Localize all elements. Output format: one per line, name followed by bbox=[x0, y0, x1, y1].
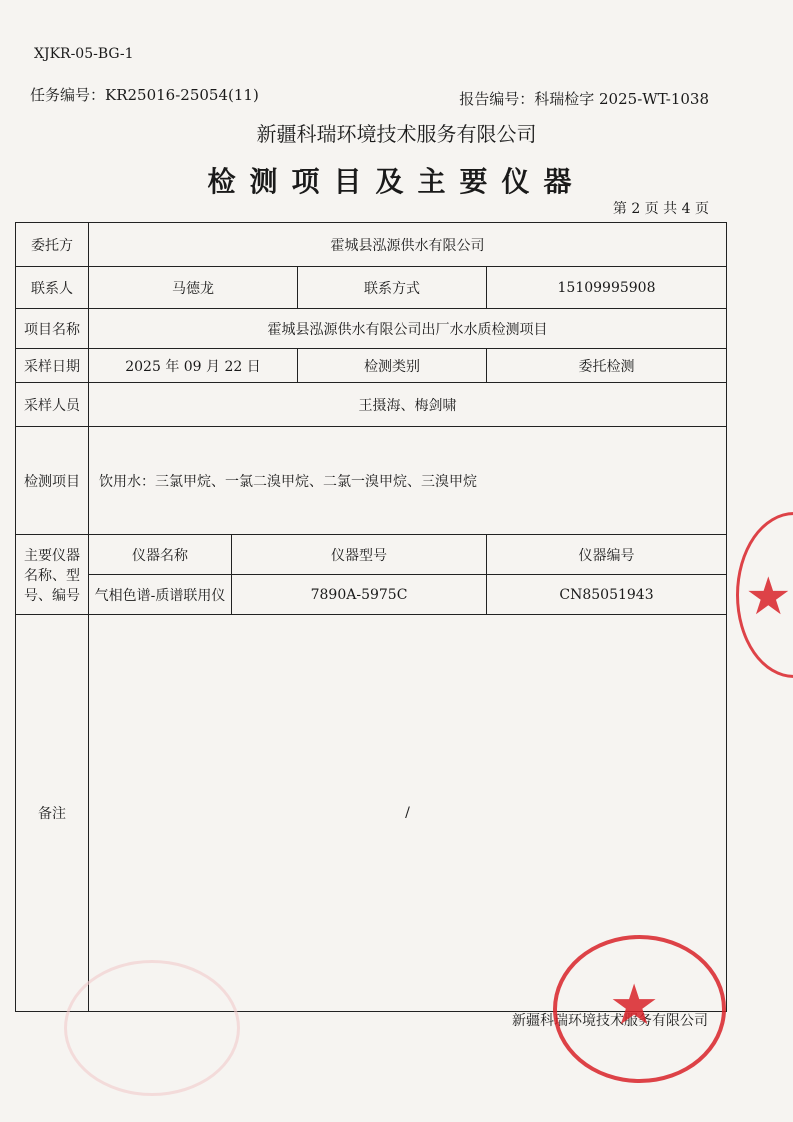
items-value: 饮用水：三氯甲烷、一氯二溴甲烷、二氯一溴甲烷、三溴甲烷 bbox=[89, 427, 727, 535]
company-name: 新疆科瑞环境技术服务有限公司 bbox=[256, 122, 537, 146]
remarks-value: / bbox=[89, 615, 727, 1012]
instrument-model-header: 仪器型号 bbox=[232, 535, 487, 575]
project-label: 项目名称 bbox=[16, 309, 89, 349]
items-label: 检测项目 bbox=[16, 427, 89, 535]
remarks-label: 备注 bbox=[16, 615, 89, 1012]
report-number: 报告编号：科瑞检字 2025-WT-1038 bbox=[459, 90, 709, 108]
instrument-model: 7890A-5975C bbox=[232, 575, 487, 615]
page-info: 第 2 页 共 4 页 bbox=[612, 201, 709, 217]
info-table bbox=[15, 222, 727, 1012]
project-value: 霍城县泓源供水有限公司出厂水水质检测项目 bbox=[89, 309, 727, 349]
instrument-name: 气相色谱-质谱联用仪 bbox=[89, 575, 232, 615]
samplers-value: 王摄海、梅剑啸 bbox=[89, 383, 727, 427]
page-title: 检测项目及主要仪器 bbox=[207, 165, 586, 198]
phone-value: 15109995908 bbox=[487, 267, 727, 309]
faint-stamp bbox=[64, 960, 240, 1096]
contact-label: 联系人 bbox=[16, 267, 89, 309]
task-number: 任务编号：KR25016-25054(11) bbox=[30, 86, 259, 104]
instrument-number-header: 仪器编号 bbox=[487, 535, 727, 575]
company-seal-partial bbox=[736, 512, 793, 678]
footer-company: 新疆科瑞环境技术服务有限公司 bbox=[512, 1013, 708, 1029]
client-value: 霍城县泓源供水有限公司 bbox=[89, 223, 727, 267]
samplers-label: 采样人员 bbox=[16, 383, 89, 427]
instrument-name-header: 仪器名称 bbox=[89, 535, 232, 575]
phone-label: 联系方式 bbox=[298, 267, 487, 309]
document-code: XJKR-05-BG-1 bbox=[34, 46, 134, 62]
test-type-label: 检测类别 bbox=[298, 349, 487, 383]
test-type-value: 委托检测 bbox=[487, 349, 727, 383]
star-icon: ★ bbox=[745, 567, 792, 627]
client-label: 委托方 bbox=[16, 223, 89, 267]
company-seal bbox=[553, 935, 726, 1083]
instrument-number: CN85051943 bbox=[487, 575, 727, 615]
star-icon: ★ bbox=[609, 973, 660, 1038]
instruments-label: 主要仪器名称、型号、编号 bbox=[16, 535, 89, 615]
sample-date-label: 采样日期 bbox=[16, 349, 89, 383]
contact-value: 马德龙 bbox=[89, 267, 298, 309]
sample-date-value: 2025 年 09 月 22 日 bbox=[89, 349, 298, 383]
